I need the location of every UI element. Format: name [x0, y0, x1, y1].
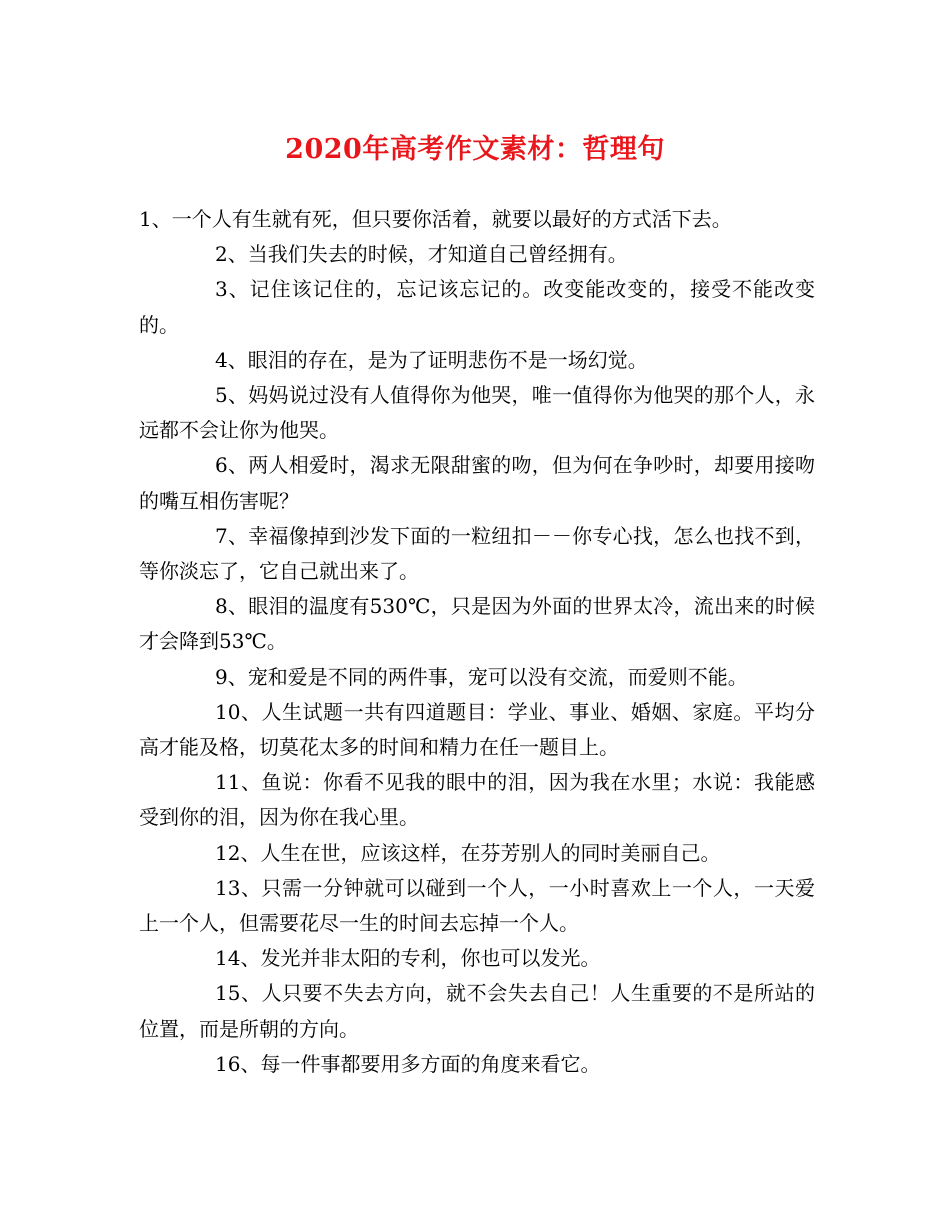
paragraph-11: 11、鱼说：你看不见我的眼中的泪，因为我在水里；水说：我能感受到你的泪，因为你在我心里。: [139, 770, 815, 830]
document-body: [139, 202, 815, 1082]
paragraph-7: 7、幸福像掉到沙发下面的一粒纽扣－－你专心找，怎么也找不到，等你淡忘了，它自己就出来了。: [139, 523, 815, 584]
paragraph-10: 10、人生试题一共有四道题目：学业、事业、婚姻、家庭。平均分高才能及格，切莫花太多的时间和精力在任一题目上。: [139, 699, 815, 760]
document-title: 2020年高考作文素材：哲理句: [285, 134, 665, 165]
paragraph-9: 9、宠和爱是不同的两件事，宠可以没有交流，而爱则不能。: [215, 664, 748, 689]
paragraph-15: 15、人只要不失去方向，就不会失去自己！人生重要的不是所站的位置，而是所朝的方向。: [139, 981, 815, 1041]
paragraph-8: 8、眼泪的温度有530℃，只是因为外面的世界太冷，流出来的时候才会降到53℃。: [139, 594, 815, 654]
paragraph-4: 4、眼泪的存在，是为了证明悲伤不是一场幻觉。: [215, 347, 648, 372]
paragraph-6: 6、两人相爱时，渴求无限甜蜜的吻，但为何在争吵时，却要用接吻的嘴互相伤害呢？: [139, 453, 815, 513]
paragraph-2: 2、当我们失去的时候，才知道自己曾经拥有。: [215, 242, 628, 267]
paragraph-13: 13、只需一分钟就可以碰到一个人，一小时喜欢上一个人，一天爱上一个人，但需要花尽一生的时间去忘掉一个人。: [139, 875, 815, 936]
paragraph-16: 16、每一件事都要用多方面的角度来看它。: [215, 1051, 601, 1076]
paragraph-12: 12、人生在世，应该这样，在芬芳别人的同时美丽自己。: [215, 840, 721, 865]
paragraph-3: 3、记住该记住的，忘记该忘记的。改变能改变的，接受不能改变的。: [139, 277, 815, 337]
paragraph-1: 1、一个人有生就有死，但只要你活着，就要以最好的方式活下去。: [139, 207, 732, 231]
paragraph-5: 5、妈妈说过没有人值得你为他哭，唯一值得你为他哭的那个人，永远都不会让你为他哭。: [139, 383, 815, 443]
paragraph-14: 14、发光并非太阳的专利，你也可以发光。: [215, 946, 601, 971]
